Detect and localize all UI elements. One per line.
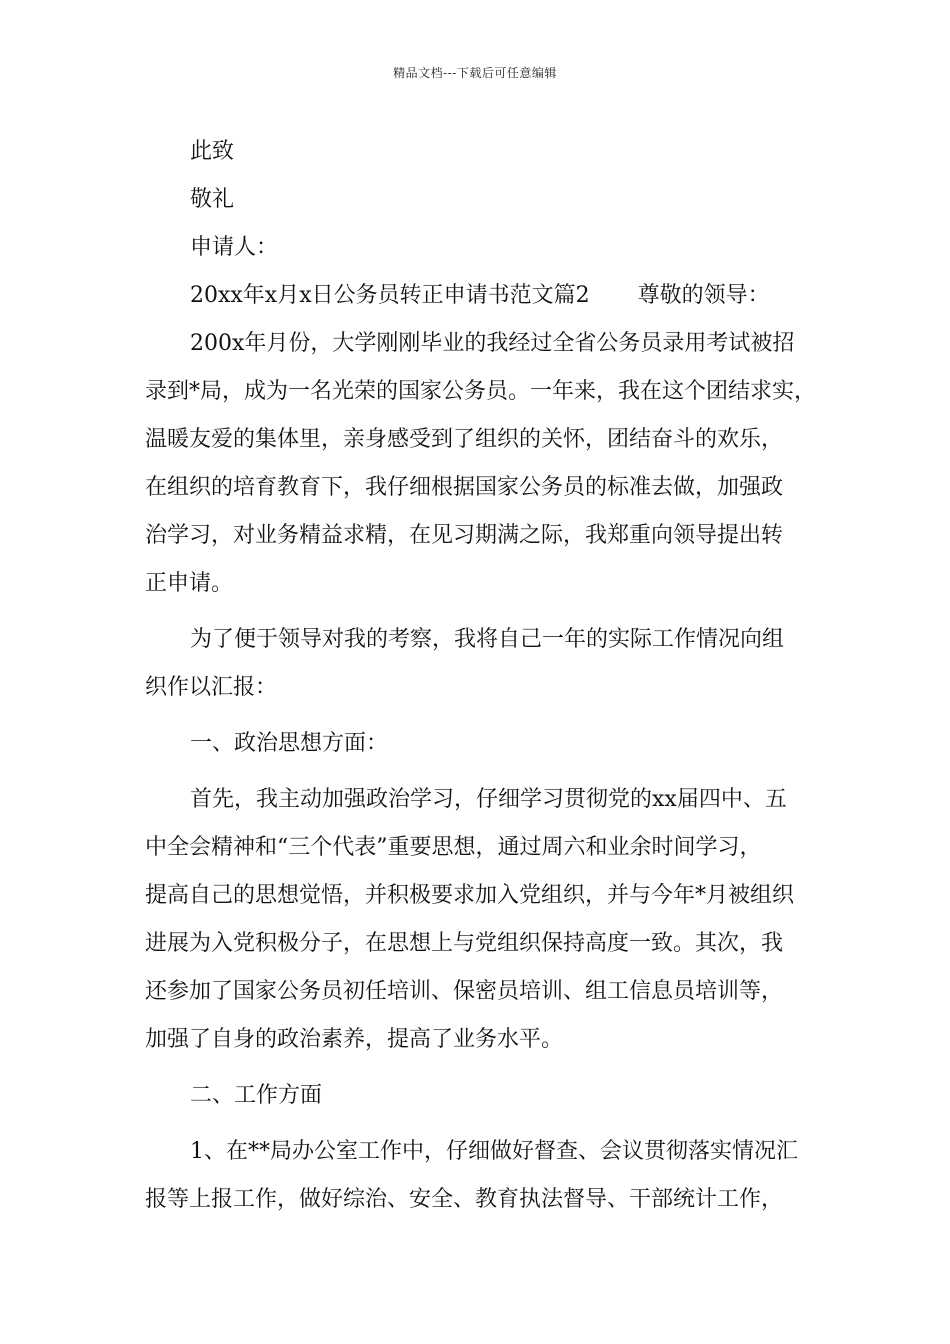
paragraph-line: 治学习，对业务精益求精，在见习期满之际，我郑重向领导提出转 [145,523,784,548]
paragraph-line: 中全会精神和“三个代表”重要思想，通过周六和业余时间学习， [145,835,762,860]
paragraph-line: 加强了自身的政治素养，提高了业务水平。 [145,1027,564,1052]
paragraph-line: 温暖友爱的集体里，亲身感受到了组织的关怀，团结奋斗的欢乐， [145,427,784,452]
paragraph-line: 还参加了国家公务员初任培训、保密员培训、组工信息员培训等， [145,979,784,1004]
page-header: 精品文档---下载后可任意编辑 [393,66,557,80]
paragraph-line: 在组织的培育教育下，我仔细根据国家公务员的标准去做，加强政 [145,475,784,500]
paragraph-line: 报等上报工作，做好综治、安全、教育执法督导、干部统计工作， [145,1187,784,1212]
closing-line: 敬礼 [190,187,235,212]
paragraph-line: 进展为入党积极分子，在思想上与党组织保持高度一致。其次，我 [145,931,784,956]
date-title: 20xx年x月x日公务员转正申请书范文篇2 [190,283,590,308]
section-heading: 一、政治思想方面： [190,731,389,756]
paragraph-line: 织作以汇报： [145,675,278,700]
paragraph-line: 200x年月份，大学刚刚毕业的我经过全省公务员录用考试被招 [190,331,795,356]
paragraph-line: 正申请。 [145,571,234,596]
paragraph-line: 首先，我主动加强政治学习，仔细学习贯彻党的xx届四中、五 [190,787,787,812]
closing-line: 此致 [190,139,235,164]
section-heading: 二、工作方面 [190,1083,323,1108]
applicant-line: 申请人： [190,235,279,260]
salutation: 尊敬的领导： [637,283,770,308]
paragraph-line: 提高自己的思想觉悟，并积极要求加入党组织，并与今年*月被组织 [145,883,795,908]
paragraph-line: 1、在**局办公室工作中，仔细做好督查、会议贯彻落实情况汇 [190,1139,798,1164]
date-title-line [145,272,825,320]
paragraph-line: 为了便于领导对我的考察，我将自己一年的实际工作情况向组 [190,627,785,652]
document-body [145,128,825,1224]
paragraph-line: 录到*局，成为一名光荣的国家公务员。一年来，我在这个团结求实， [145,379,817,404]
